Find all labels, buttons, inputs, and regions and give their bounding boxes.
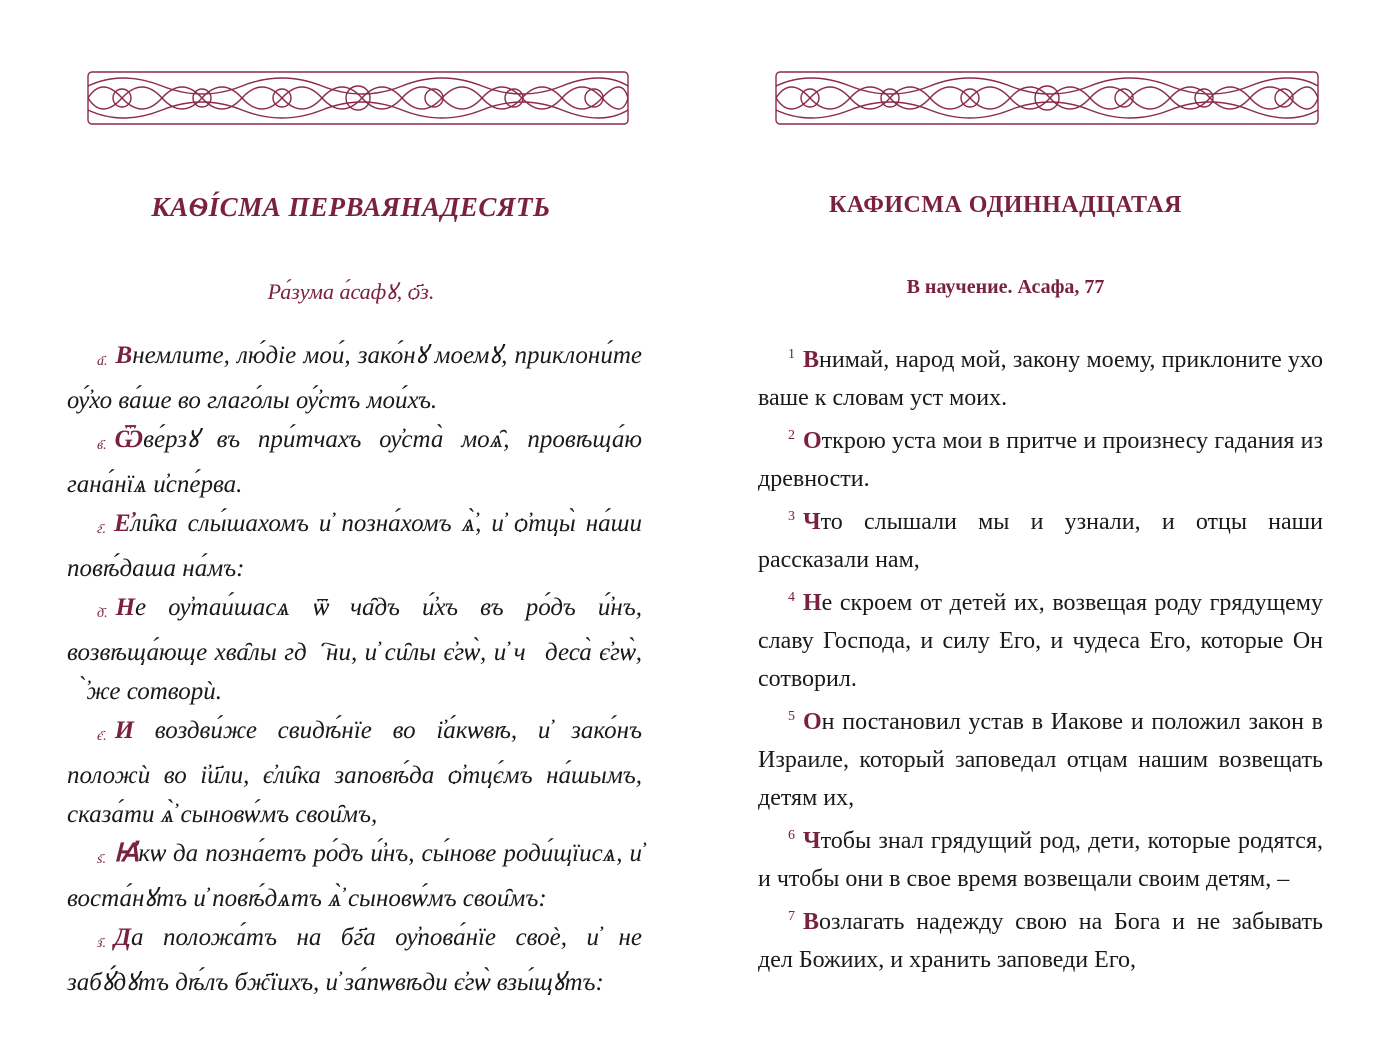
verse-initial: В: [803, 909, 820, 935]
verse-initial: Ѿ: [114, 426, 144, 453]
verse-initial: О: [803, 709, 822, 735]
verse-number: 7: [788, 909, 795, 924]
verse-initial: О: [803, 428, 822, 454]
verse-number: 4: [788, 590, 795, 605]
verse: [67, 336, 642, 420]
verse: [758, 336, 1323, 417]
verse-text: а положа́тъ на бг҃а ѹ҆пова́нїе своѐ, и҆ не забꙋ́дꙋтъ дѣ́лъ бж҃їихъ, и҆ за́пѡвѣди є҆гѡ̀ взы́щꙋтъ:: [67, 924, 642, 996]
verse-initial: Ч: [803, 828, 821, 854]
verse-number: 2: [788, 428, 795, 443]
ornament-headband-right: [770, 66, 1324, 130]
verse-initial: Е҆: [113, 510, 131, 537]
verses-russian: [758, 336, 1323, 979]
psalm-heading-slavonic: Ра́зума а́сафꙋ, ѻ҃з.: [267, 279, 435, 304]
verse-text: ли̑ка слы́шахомъ и҆ позна́хомъ ѧ҆̀, и҆ ѻ҆тцы̀ на́ши повѣ́даша на́мъ:: [67, 510, 642, 582]
verse-initial: Д: [113, 924, 132, 951]
verse: [758, 417, 1323, 498]
verse-number: в҃.: [97, 438, 107, 453]
verse-number: ѕ҃.: [97, 852, 106, 867]
verse-initial: В: [115, 342, 133, 369]
verse-initial: Ч: [803, 509, 821, 535]
verse: [67, 420, 642, 504]
verse-text: тобы знал грядущий род, дети, которые родятся, и чтобы они в свое время возвещали своим детям, –: [758, 828, 1323, 892]
verse-text: озлагать надежду свою на Бога и не забывать дел Божиих, и хранить заповеди Его,: [758, 909, 1323, 973]
verse: [67, 588, 642, 711]
verse: [67, 918, 642, 1002]
verse-initial: Ꙗ҆: [113, 840, 139, 867]
verse-number: 5: [788, 709, 795, 724]
verse-text: е ѹ҆таи́шасѧ ѿ ча̑дъ и҆́хъ въ ро́дъ и҆́нъ, возвѣща́юще хва̑лы гдⷭ҇ни, и҆ си̑лы є҆гѡ̀, и҆ чꙋдеса̀ є҆гѡ̀, ꙗ҆̀же сотворѝ.: [67, 594, 642, 705]
right-page: [692, 0, 1385, 1045]
verse-number: є҃.: [97, 729, 107, 744]
verse: [758, 898, 1323, 979]
verse: [758, 817, 1323, 898]
verses-slavonic: [67, 336, 642, 1002]
verse-number: а҃.: [97, 354, 108, 369]
verse-text: немлите, лю́діе мои́, зако́нꙋ моемꙋ, приклони́те ѹ҆́хо ва́ше во глаго́лы ѹ҆́стъ мои́хъ.: [67, 342, 642, 414]
verse-text: нимай, народ мой, закону моему, приклоните ухо ваше к словам уст моих.: [758, 347, 1323, 411]
verse: [67, 504, 642, 588]
verse: [758, 579, 1323, 698]
verse: [67, 834, 642, 918]
knotwork-ornament-icon: [770, 66, 1324, 130]
verse-text: н постановил устав в Иакове и положил закон в Израиле, который заповедал отцам нашим возвещать детям их,: [758, 709, 1323, 811]
verse-text: ткрою уста мои в притче и произнесу гадания из древности.: [758, 428, 1323, 492]
kathisma-title-russian: КАФИСМА ОДИННАДЦАТАЯ: [828, 192, 1183, 218]
verse-text: ве́рзꙋ въ при́тчахъ ѹ҆ста̀ моѧ̑, провѣща́ю гана́нїѧ и҆спе́рва.: [67, 426, 642, 498]
verse-number: 6: [788, 828, 795, 843]
verse-number: 3: [788, 509, 795, 524]
verse-number: з҃.: [97, 936, 106, 951]
knotwork-ornament-icon: [82, 66, 634, 130]
verse-initial: Н: [803, 590, 822, 616]
verse-text: то слышали мы и узнали, и отцы наши рассказали нам,: [758, 509, 1323, 573]
verse-number: г҃.: [97, 522, 106, 537]
verse: [758, 698, 1323, 817]
verse-text: кѡ да позна́етъ ро́дъ и҆́нъ, сы́нове роди́щїисѧ, и҆ воста́нꙋтъ и҆ повѣ́дѧтъ ѧ҆̀ сыновѡ́мъ свои̑мъ:: [67, 840, 642, 912]
verse-text: воздви́же свидѣ́нїе во і҆а́кѡвѣ, и҆ зако́нъ положѝ во і҆и҃ли, є҆ли̑ка заповѣ́да ѻ҆тцє́мъ на́шымъ, сказа́ти ѧ҆̀ сыновѡ́мъ свои̑мъ,: [67, 717, 642, 828]
ornament-headband-left: [82, 66, 634, 130]
verse: [758, 498, 1323, 579]
left-page: [0, 0, 692, 1045]
verse-number: д҃.: [97, 606, 108, 621]
verse-initial: В: [803, 347, 820, 373]
verse-initial: И: [114, 717, 135, 744]
kathisma-title-slavonic: КАѲІ́СМА ПЕРВАЯНАДЕСЯТЬ: [151, 192, 551, 222]
verse: [67, 711, 642, 834]
psalm-heading-russian: В научение. Асафа, 77: [906, 276, 1105, 298]
verse-initial: Н: [115, 594, 136, 621]
verse-text: е скроем от детей их, возвещая роду грядущему славу Господа, и силу Его, и чудеса Его, которые Он сотворил.: [758, 590, 1323, 692]
verse-number: 1: [788, 347, 795, 362]
